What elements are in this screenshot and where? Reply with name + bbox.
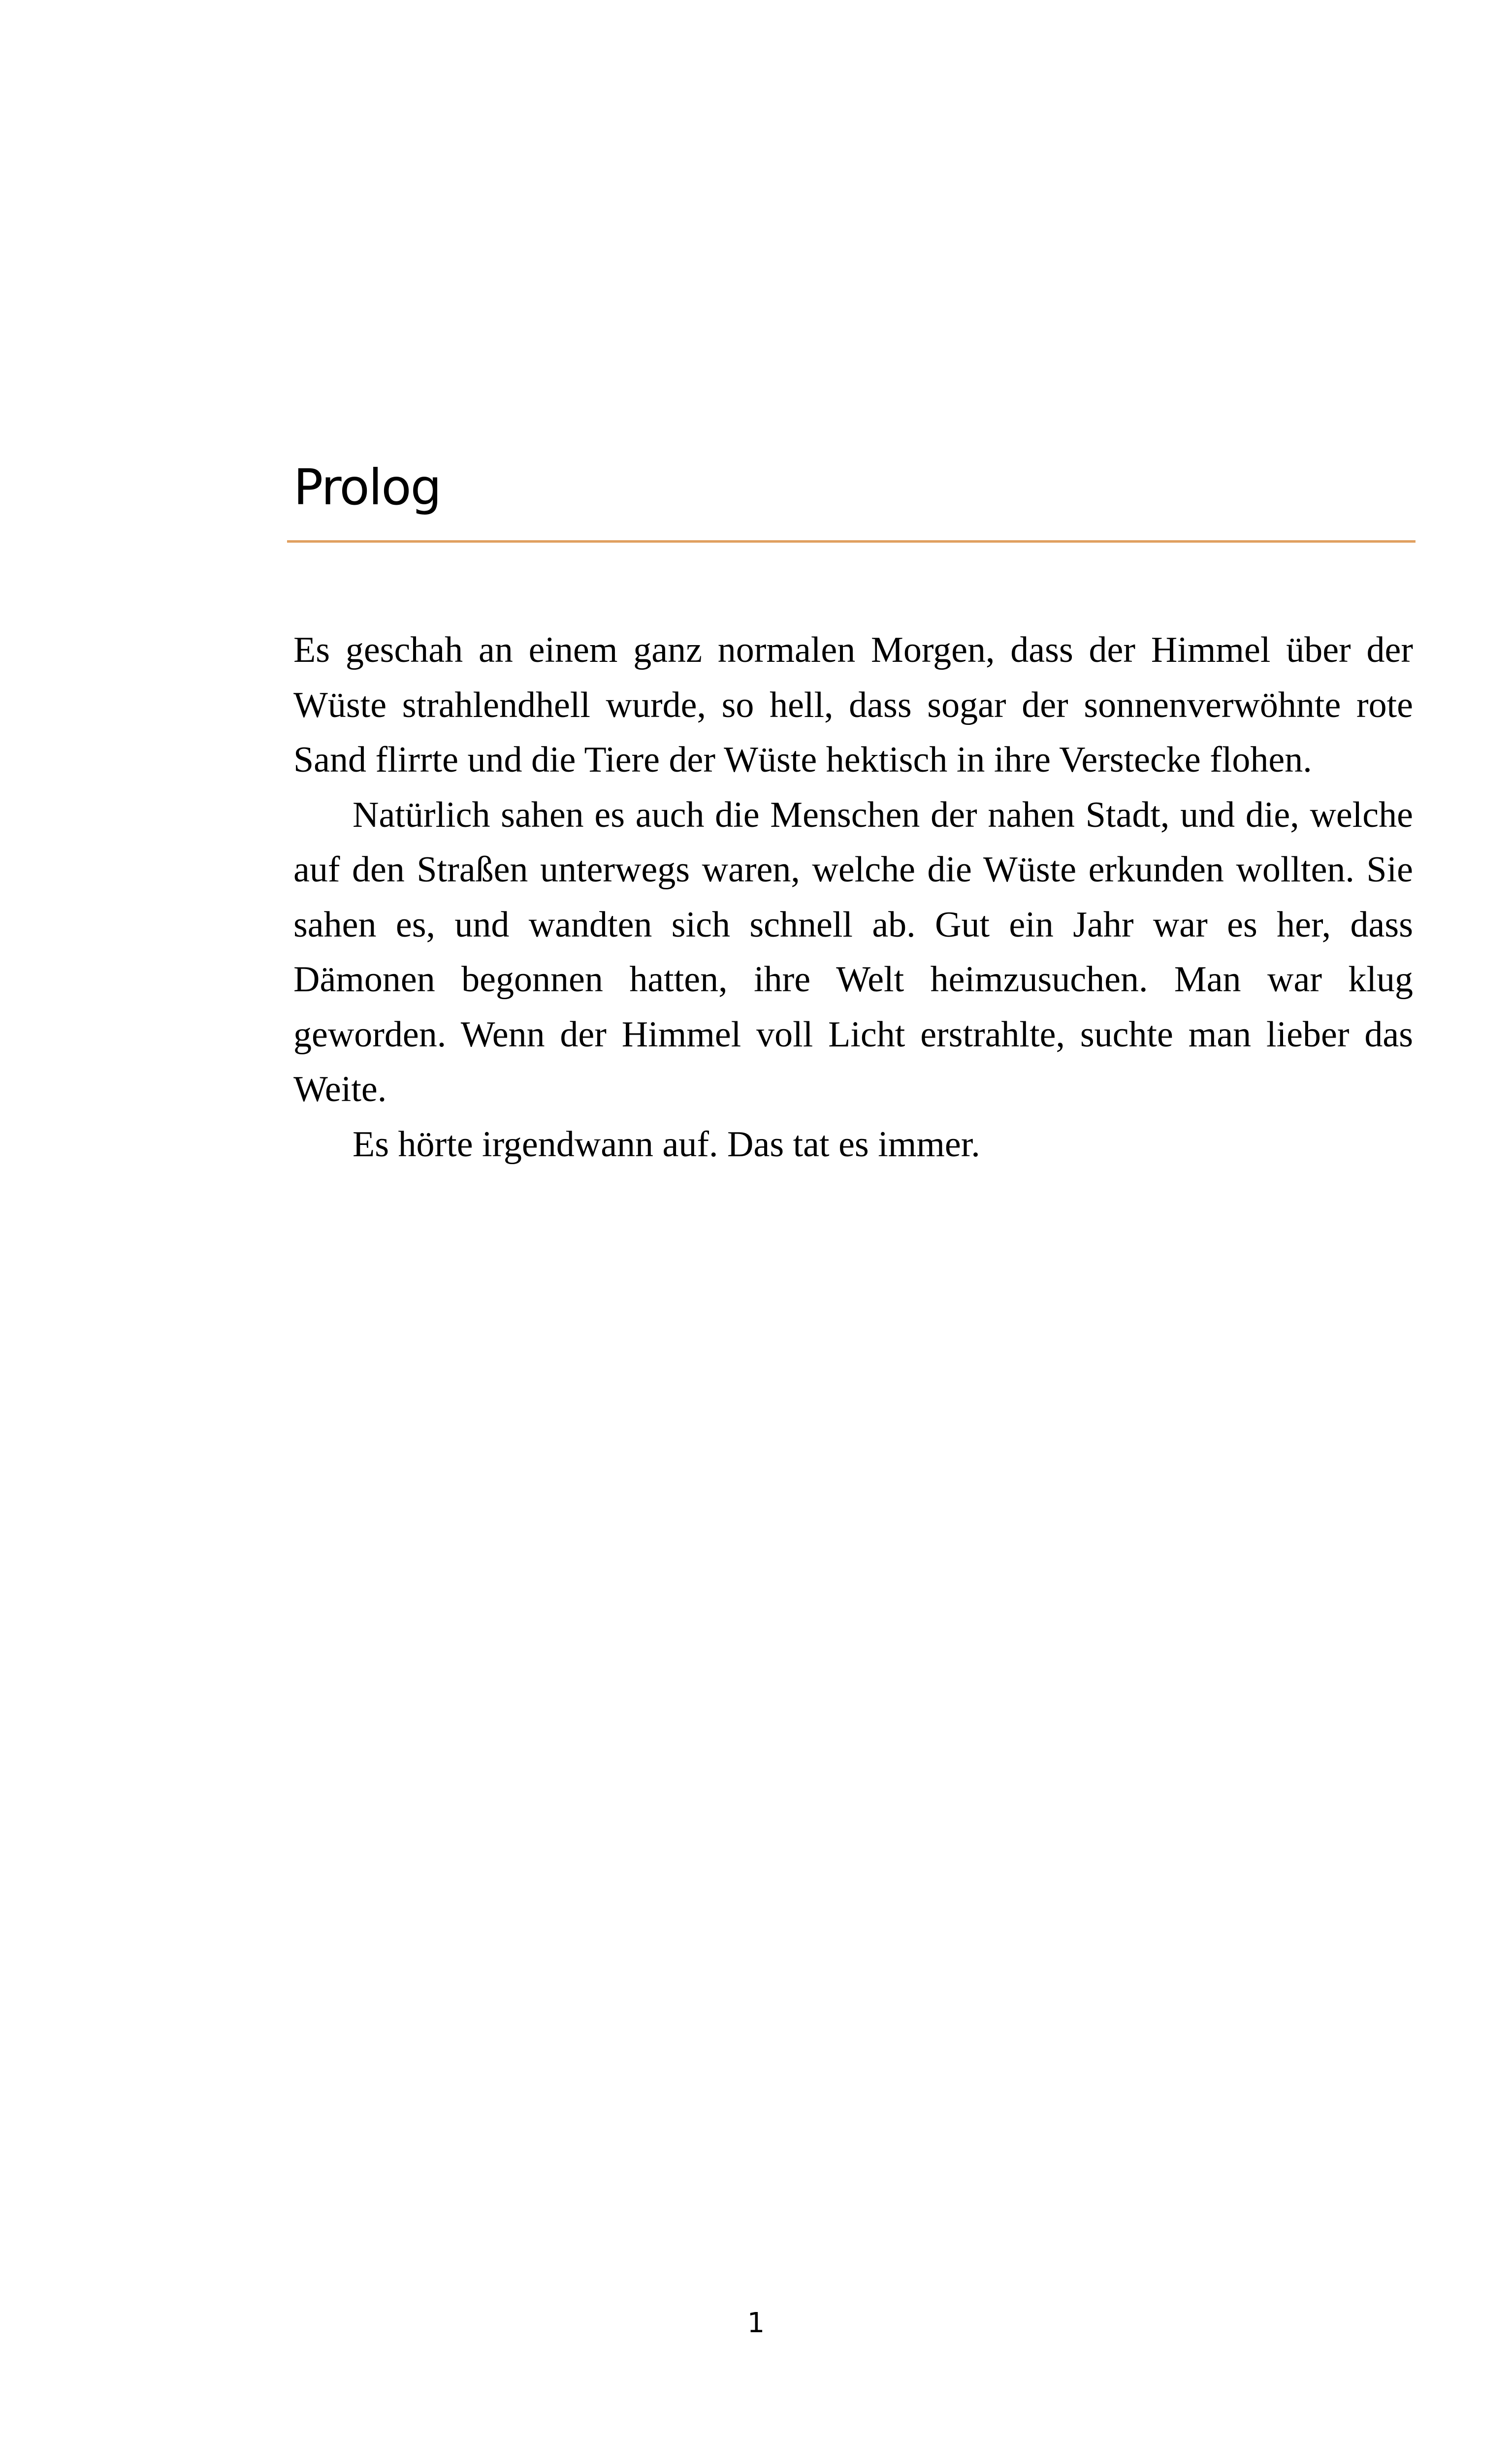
title-underline bbox=[287, 540, 1415, 543]
paragraph: Es geschah an einem ganz normalen Morgen, dass der Himmel über der Wüste strahlendhell wurde, so hell, dass sogar der sonnenverwöhnte rote Sand flirrte und die Tiere der Wüste hektisch in ihre Verstecke flohen. bbox=[293, 630, 1413, 780]
chapter-body bbox=[293, 623, 1413, 1172]
chapter-title: Prolog bbox=[293, 458, 441, 516]
page-number: 1 bbox=[747, 2307, 765, 2339]
paragraph: Es hörte irgendwann auf. Das tat es immer. bbox=[353, 1124, 980, 1165]
paragraph: Natürlich sahen es auch die Menschen der nahen Stadt, und die, welche auf den Straßen unterwegs waren, welche die Wüste erkunden wollten. Sie sahen es, und wandten sich schnell ab. Gut ein Jahr war es her, dass Dämonen begonnen hatten, ihre Welt heimzusuchen. Man war klug geworden. Wenn der Himmel voll Licht erstrahlte, suchte man lieber das Weite. bbox=[293, 794, 1413, 1109]
